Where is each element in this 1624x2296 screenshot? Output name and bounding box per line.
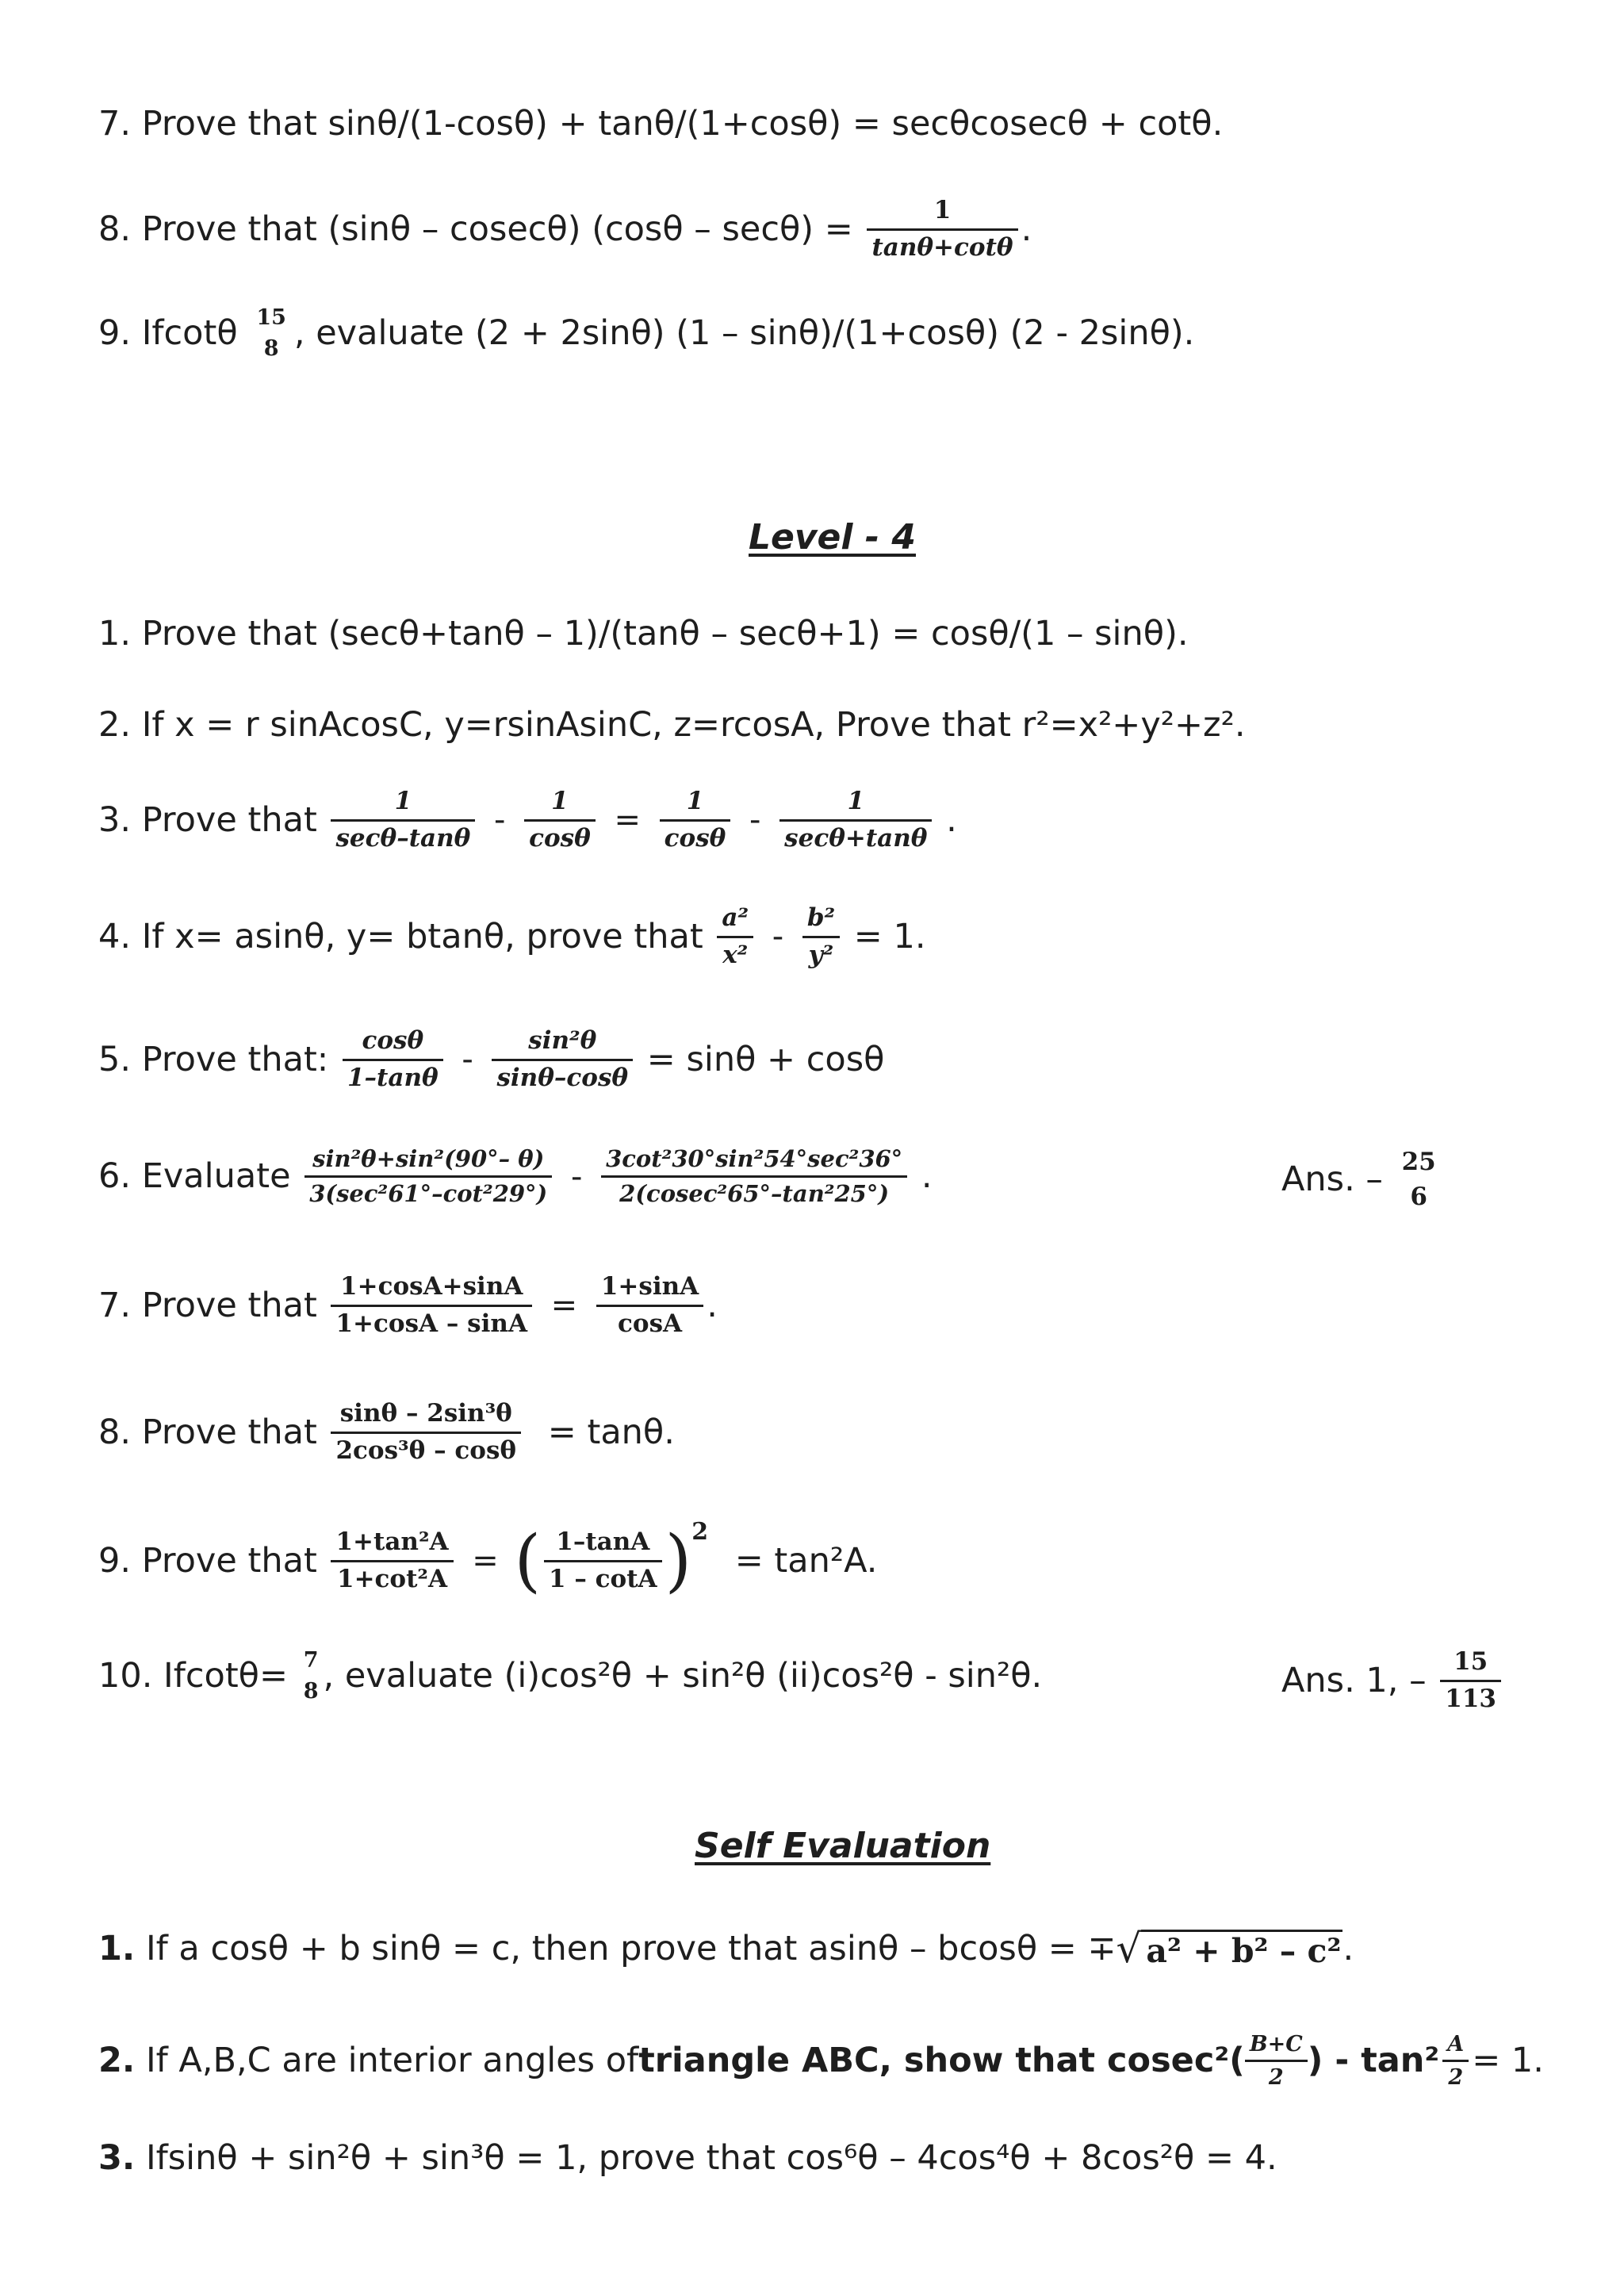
level4-question-6-answer (1281, 1148, 1444, 1211)
fraction-1 (331, 1528, 453, 1593)
minus-sign: - (772, 918, 784, 956)
question-number: 2. (98, 2041, 136, 2081)
fraction-1 (331, 1273, 532, 1338)
level4-question-2 (98, 705, 1246, 745)
fraction-numerator: 1+sinA (600, 1272, 699, 1301)
question-number: 1. (98, 1928, 136, 1968)
question-prefix: 4. If x= asinθ, y= btanθ, prove that (98, 916, 703, 956)
question-suffix: = 1. (1472, 2041, 1544, 2081)
left-parenthesis: ( (514, 1521, 542, 1600)
question-9-prefix: 9. Ifcotθ (98, 312, 238, 353)
fraction-denominator: 2(cosec²65°–tan²25°) (601, 1175, 907, 1207)
fraction-numerator: 1+cosA+sinA (340, 1272, 523, 1301)
equals-sign: = (550, 1287, 578, 1324)
question-number: 3. (98, 2138, 136, 2178)
level4-question-6 (98, 1146, 933, 1208)
fraction-3 (660, 788, 731, 853)
equals-sign: = (472, 1543, 499, 1579)
question-9 (98, 305, 1194, 361)
self-eval-question-3 (98, 2138, 1277, 2178)
fraction-2 (544, 1528, 662, 1593)
fraction-denominator: tanθ+cotθ (867, 228, 1017, 263)
fraction-denominator: 1+cosA – sinA (331, 1305, 532, 1339)
level4-question-2-text: 2. If x = r sinAcosC, y=rsinAsinC, z=rcosA, Prove that r²=x²+y²+z². (98, 705, 1246, 745)
fraction-numerator: 1 (686, 787, 704, 815)
question-8-prefix: 8. Prove that (sinθ – cosecθ) (cosθ – secθ) = (98, 209, 853, 249)
fraction-1 (299, 1648, 324, 1704)
fraction-1 (304, 1146, 552, 1208)
fraction-2 (596, 1273, 703, 1338)
fraction-numerator: sinθ – 2sin³θ (339, 1399, 512, 1428)
question-prefix: 5. Prove that: (98, 1039, 329, 1079)
question-text: If a cosθ + b sinθ = c, then prove that asinθ – bcosθ = ∓ (145, 1928, 1116, 1968)
minus-sign: - (494, 802, 506, 839)
fraction-numerator: 1 (933, 196, 952, 224)
question-bold-text: triangle ABC, show that cosec²( (638, 2041, 1245, 2081)
fraction-denominator: 8 (303, 1679, 319, 1704)
question-8-fraction (867, 197, 1017, 262)
fraction-2 (492, 1027, 633, 1092)
fraction-denominator: cosA (596, 1305, 703, 1339)
fraction-denominator: 2 (1245, 2060, 1308, 2090)
exponent: 2 (691, 1518, 709, 1546)
minus-sign: - (462, 1041, 473, 1079)
question-suffix: = tanθ. (547, 1412, 675, 1452)
fraction-1 (717, 904, 753, 969)
question-text: If A,B,C are interior angles of (145, 2041, 639, 2081)
fraction-numerator: sin²θ+sin²(90°– θ) (312, 1145, 545, 1172)
question-suffix: = 1. (853, 916, 926, 956)
self-evaluation-heading: Self Evaluation (695, 1826, 991, 1866)
fraction-denominator: secθ–tanθ (331, 819, 475, 853)
fraction-1 (331, 788, 475, 853)
answer-fraction (1440, 1648, 1501, 1713)
fraction-numerator: B+C (1249, 2032, 1303, 2056)
fraction-numerator: 1 (551, 787, 569, 815)
fraction-denominator: cosθ (524, 819, 596, 853)
minus-sign: - (570, 1158, 583, 1195)
level4-question-8 (98, 1400, 675, 1465)
fraction-numerator: 15 (256, 305, 286, 330)
fraction-denominator: 1–tanθ (343, 1059, 443, 1093)
question-suffix: . (707, 1285, 718, 1325)
fraction-numerator: 7 (303, 1648, 319, 1673)
question-prefix: 9. Prove that (98, 1540, 317, 1581)
level4-question-9 (98, 1518, 878, 1600)
fraction-denominator: 8 (263, 336, 279, 362)
question-bold-text-2: ) - tan² (1307, 2041, 1440, 2081)
question-suffix: = sinθ + cosθ (646, 1039, 885, 1079)
equals-sign: = (614, 802, 641, 839)
fraction-denominator: 113 (1440, 1680, 1501, 1714)
fraction-denominator: 1+cot²A (331, 1560, 453, 1594)
fraction-denominator: y² (802, 936, 840, 970)
fraction-denominator: 3(sec²61°–cot²29°) (304, 1175, 552, 1207)
radicand: a² + b² – c² (1141, 1930, 1342, 1968)
fraction-denominator: 1 – cotA (544, 1560, 662, 1594)
fraction-numerator: b² (806, 903, 836, 932)
fraction-denominator: 2cos³θ – cosθ (331, 1432, 521, 1466)
fraction-1 (343, 1027, 443, 1092)
fraction-denominator: secθ+tanθ (779, 819, 932, 853)
fraction-denominator: x² (717, 936, 753, 970)
answer-prefix: Ans. – (1281, 1159, 1383, 1200)
minus-sign: - (749, 802, 761, 839)
right-parenthesis: ) (665, 1521, 692, 1600)
question-suffix: . (1342, 1928, 1354, 1968)
fraction-2 (802, 904, 840, 969)
fraction-numerator: 25 (1401, 1148, 1436, 1176)
fraction-1 (1245, 2032, 1308, 2090)
square-root-symbol: √ (1116, 1926, 1142, 1972)
fraction-4 (779, 788, 932, 853)
fraction-2 (1442, 2032, 1469, 2090)
fraction-denominator: 6 (1410, 1182, 1427, 1211)
fraction-denominator: sinθ–cosθ (492, 1059, 633, 1093)
fraction-numerator: 3cot²30°sin²54°sec²36° (606, 1145, 903, 1172)
fraction-numerator: 1 (847, 787, 865, 815)
level4-question-10 (98, 1648, 1042, 1704)
question-9-suffix: , evaluate (2 + 2sinθ) (1 – sinθ)/(1+cosθ) (2 - 2sinθ). (293, 312, 1195, 353)
question-7-text: 7. Prove that sinθ/(1-cosθ) + tanθ/(1+cosθ) = secθcosecθ + cotθ. (98, 104, 1224, 144)
question-7 (98, 104, 1224, 144)
answer-prefix: Ans. 1, – (1281, 1660, 1427, 1700)
answer-fraction (1397, 1148, 1441, 1211)
fraction-2 (601, 1146, 907, 1208)
fraction-numerator: cosθ (362, 1026, 424, 1055)
level4-question-5 (98, 1027, 884, 1092)
fraction-numerator: sin²θ (528, 1026, 597, 1055)
fraction-numerator: a² (722, 903, 749, 932)
level-4-heading: Level - 4 (749, 517, 916, 558)
fraction-numerator: 1–tanA (556, 1527, 650, 1556)
level4-question-4 (98, 904, 926, 969)
self-eval-question-1 (98, 1926, 1354, 1972)
question-8-suffix: . (1021, 209, 1032, 249)
fraction-1 (331, 1400, 521, 1465)
self-eval-question-2 (98, 2032, 1544, 2090)
level4-question-10-answer (1281, 1648, 1504, 1713)
question-text: Ifsinθ + sin²θ + sin³θ = 1, prove that cos⁶θ – 4cos⁴θ + 8cos²θ = 4. (145, 2138, 1277, 2178)
question-prefix: 3. Prove that (98, 799, 317, 840)
level4-question-1-text: 1. Prove that (secθ+tanθ – 1)/(tanθ – secθ+1) = cosθ/(1 – sinθ). (98, 614, 1189, 654)
fraction-denominator: 2 (1442, 2060, 1469, 2090)
fraction-numerator: 15 (1454, 1647, 1488, 1676)
level4-question-7 (98, 1273, 718, 1338)
question-suffix: = tan²A. (734, 1540, 878, 1581)
question-suffix: . (946, 799, 957, 840)
fraction-2 (524, 788, 596, 853)
question-8 (98, 197, 1032, 262)
question-suffix: . (921, 1156, 933, 1197)
fraction-numerator: A (1447, 2032, 1465, 2056)
question-9-fraction (251, 305, 291, 361)
level4-question-1 (98, 614, 1189, 654)
question-prefix: 6. Evaluate (98, 1156, 291, 1197)
question-prefix: 7. Prove that (98, 1285, 317, 1325)
question-prefix: 8. Prove that (98, 1412, 317, 1452)
fraction-numerator: 1 (394, 787, 412, 815)
fraction-numerator: 1+tan²A (335, 1527, 449, 1556)
level4-question-3 (98, 788, 957, 853)
question-suffix: , evaluate (i)cos²θ + sin²θ (ii)cos²θ - sin²θ. (323, 1655, 1043, 1696)
question-prefix: 10. Ifcotθ= (98, 1655, 289, 1696)
fraction-denominator: cosθ (660, 819, 731, 853)
